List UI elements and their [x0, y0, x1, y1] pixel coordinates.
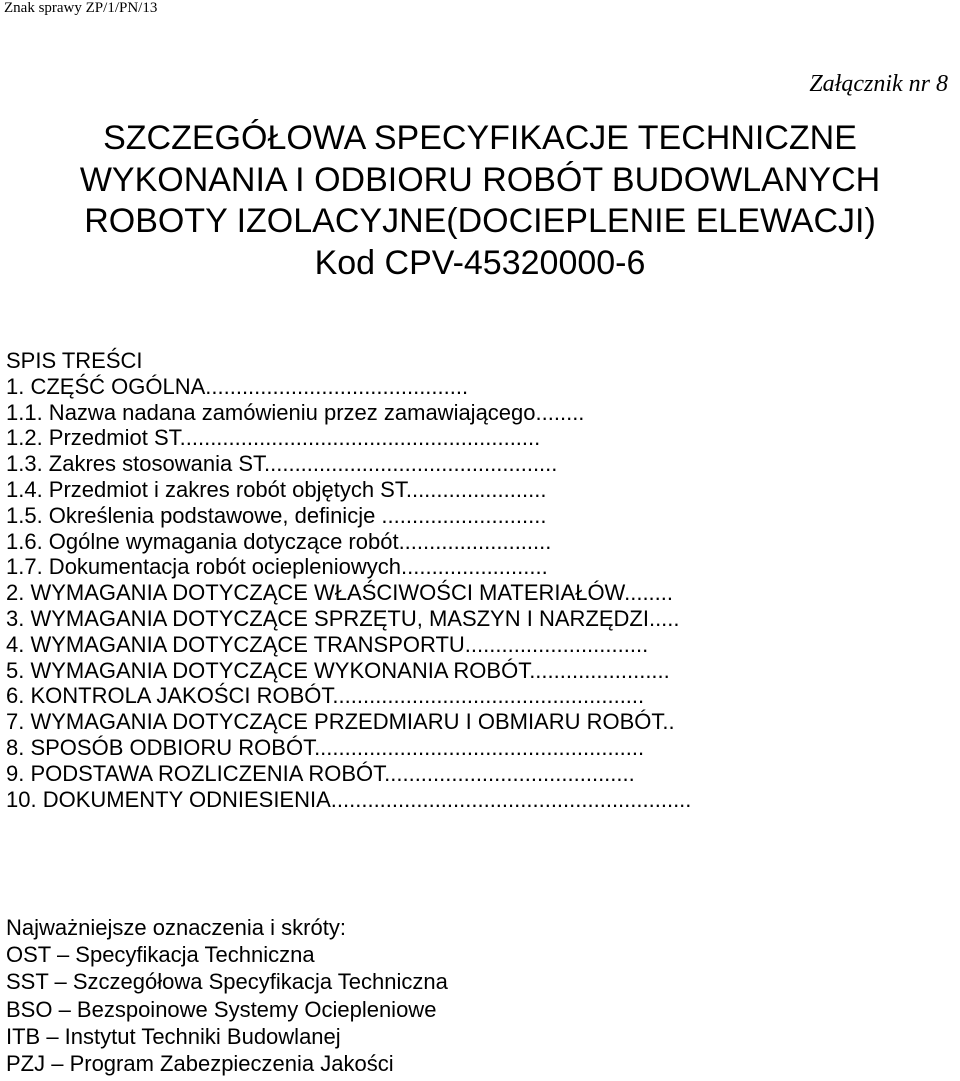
abbreviation-row: PZJ – Program Zabezpieczenia Jakości [6, 1051, 394, 1077]
toc-item: 1.2. Przedmiot ST........................................................... [6, 425, 541, 451]
toc-item: 3. WYMAGANIA DOTYCZĄCE SPRZĘTU, MASZYN I NARZĘDZI..... [6, 605, 680, 631]
abbreviation-row: SST – Szczegółowa Specyfikacja Techniczna [6, 969, 448, 995]
abbreviation-row: OST – Specyfikacja Techniczna [6, 942, 315, 968]
toc-item: 2. WYMAGANIA DOTYCZĄCE WŁAŚCIWOŚCI MATERIAŁÓW........ [6, 580, 674, 606]
abbreviation-row: ITB – Instytut Techniki Budowlanej [6, 1023, 341, 1049]
toc-item: 1.1. Nazwa nadana zamówieniu przez zamawiającego........ [6, 399, 585, 425]
toc-item: 4. WYMAGANIA DOTYCZĄCE TRANSPORTU.............................. [6, 631, 649, 657]
abbreviations-heading: Najważniejsze oznaczenia i skróty: [6, 915, 346, 940]
abbreviations-section [6, 914, 448, 1077]
toc-item: 8. SPOSÓB ODBIORU ROBÓT...................................................... [6, 734, 645, 760]
document-title [0, 118, 960, 284]
toc-item: 1.3. Zakres stosowania ST................................................ [6, 451, 558, 477]
toc-item: 1.5. Określenia podstawowe, definicje ........................... [6, 502, 547, 528]
toc-item: 1.7. Dokumentacja robót ociepleniowych........................ [6, 554, 548, 580]
title-line: WYKONANIA I ODBIORU ROBÓT BUDOWLANYCH [79, 160, 881, 199]
toc-item: 6. KONTROLA JAKOŚCI ROBÓT................................................... [6, 683, 645, 709]
abbreviation-row: BSO – Bezspoinowe Systemy Ociepleniowe [6, 996, 437, 1022]
cpv-code: Kod CPV-45320000-6 [314, 243, 646, 282]
title-line: SZCZEGÓŁOWA SPECYFIKACJE TECHNICZNE [103, 119, 857, 157]
toc-item: 1. CZĘŚĆ OGÓLNA........................................... [6, 373, 469, 399]
attachment-label: Załącznik nr 8 [809, 71, 948, 97]
toc-heading: SPIS TREŚCI [6, 348, 143, 373]
toc-item: 1.6. Ogólne wymagania dotyczące robót......................... [6, 528, 552, 554]
toc-item: 9. PODSTAWA ROZLICZENIA ROBÓT......................................... [6, 760, 635, 786]
toc-item: 5. WYMAGANIA DOTYCZĄCE WYKONANIA ROBÓT....................... [6, 657, 670, 683]
title-line: ROBOTY IZOLACYJNE(DOCIEPLENIE ELEWACJI) [84, 202, 876, 240]
toc-item: 7. WYMAGANIA DOTYCZĄCE PRZEDMIARU I OBMIARU ROBÓT.. [6, 709, 675, 735]
toc-item: 10. DOKUMENTY ODNIESIENIA........................................................... [6, 786, 692, 812]
table-of-contents [6, 348, 691, 812]
case-reference: Znak sprawy ZP/1/PN/13 [4, 0, 158, 16]
toc-item: 1.4. Przedmiot i zakres robót objętych ST....................... [6, 476, 547, 502]
